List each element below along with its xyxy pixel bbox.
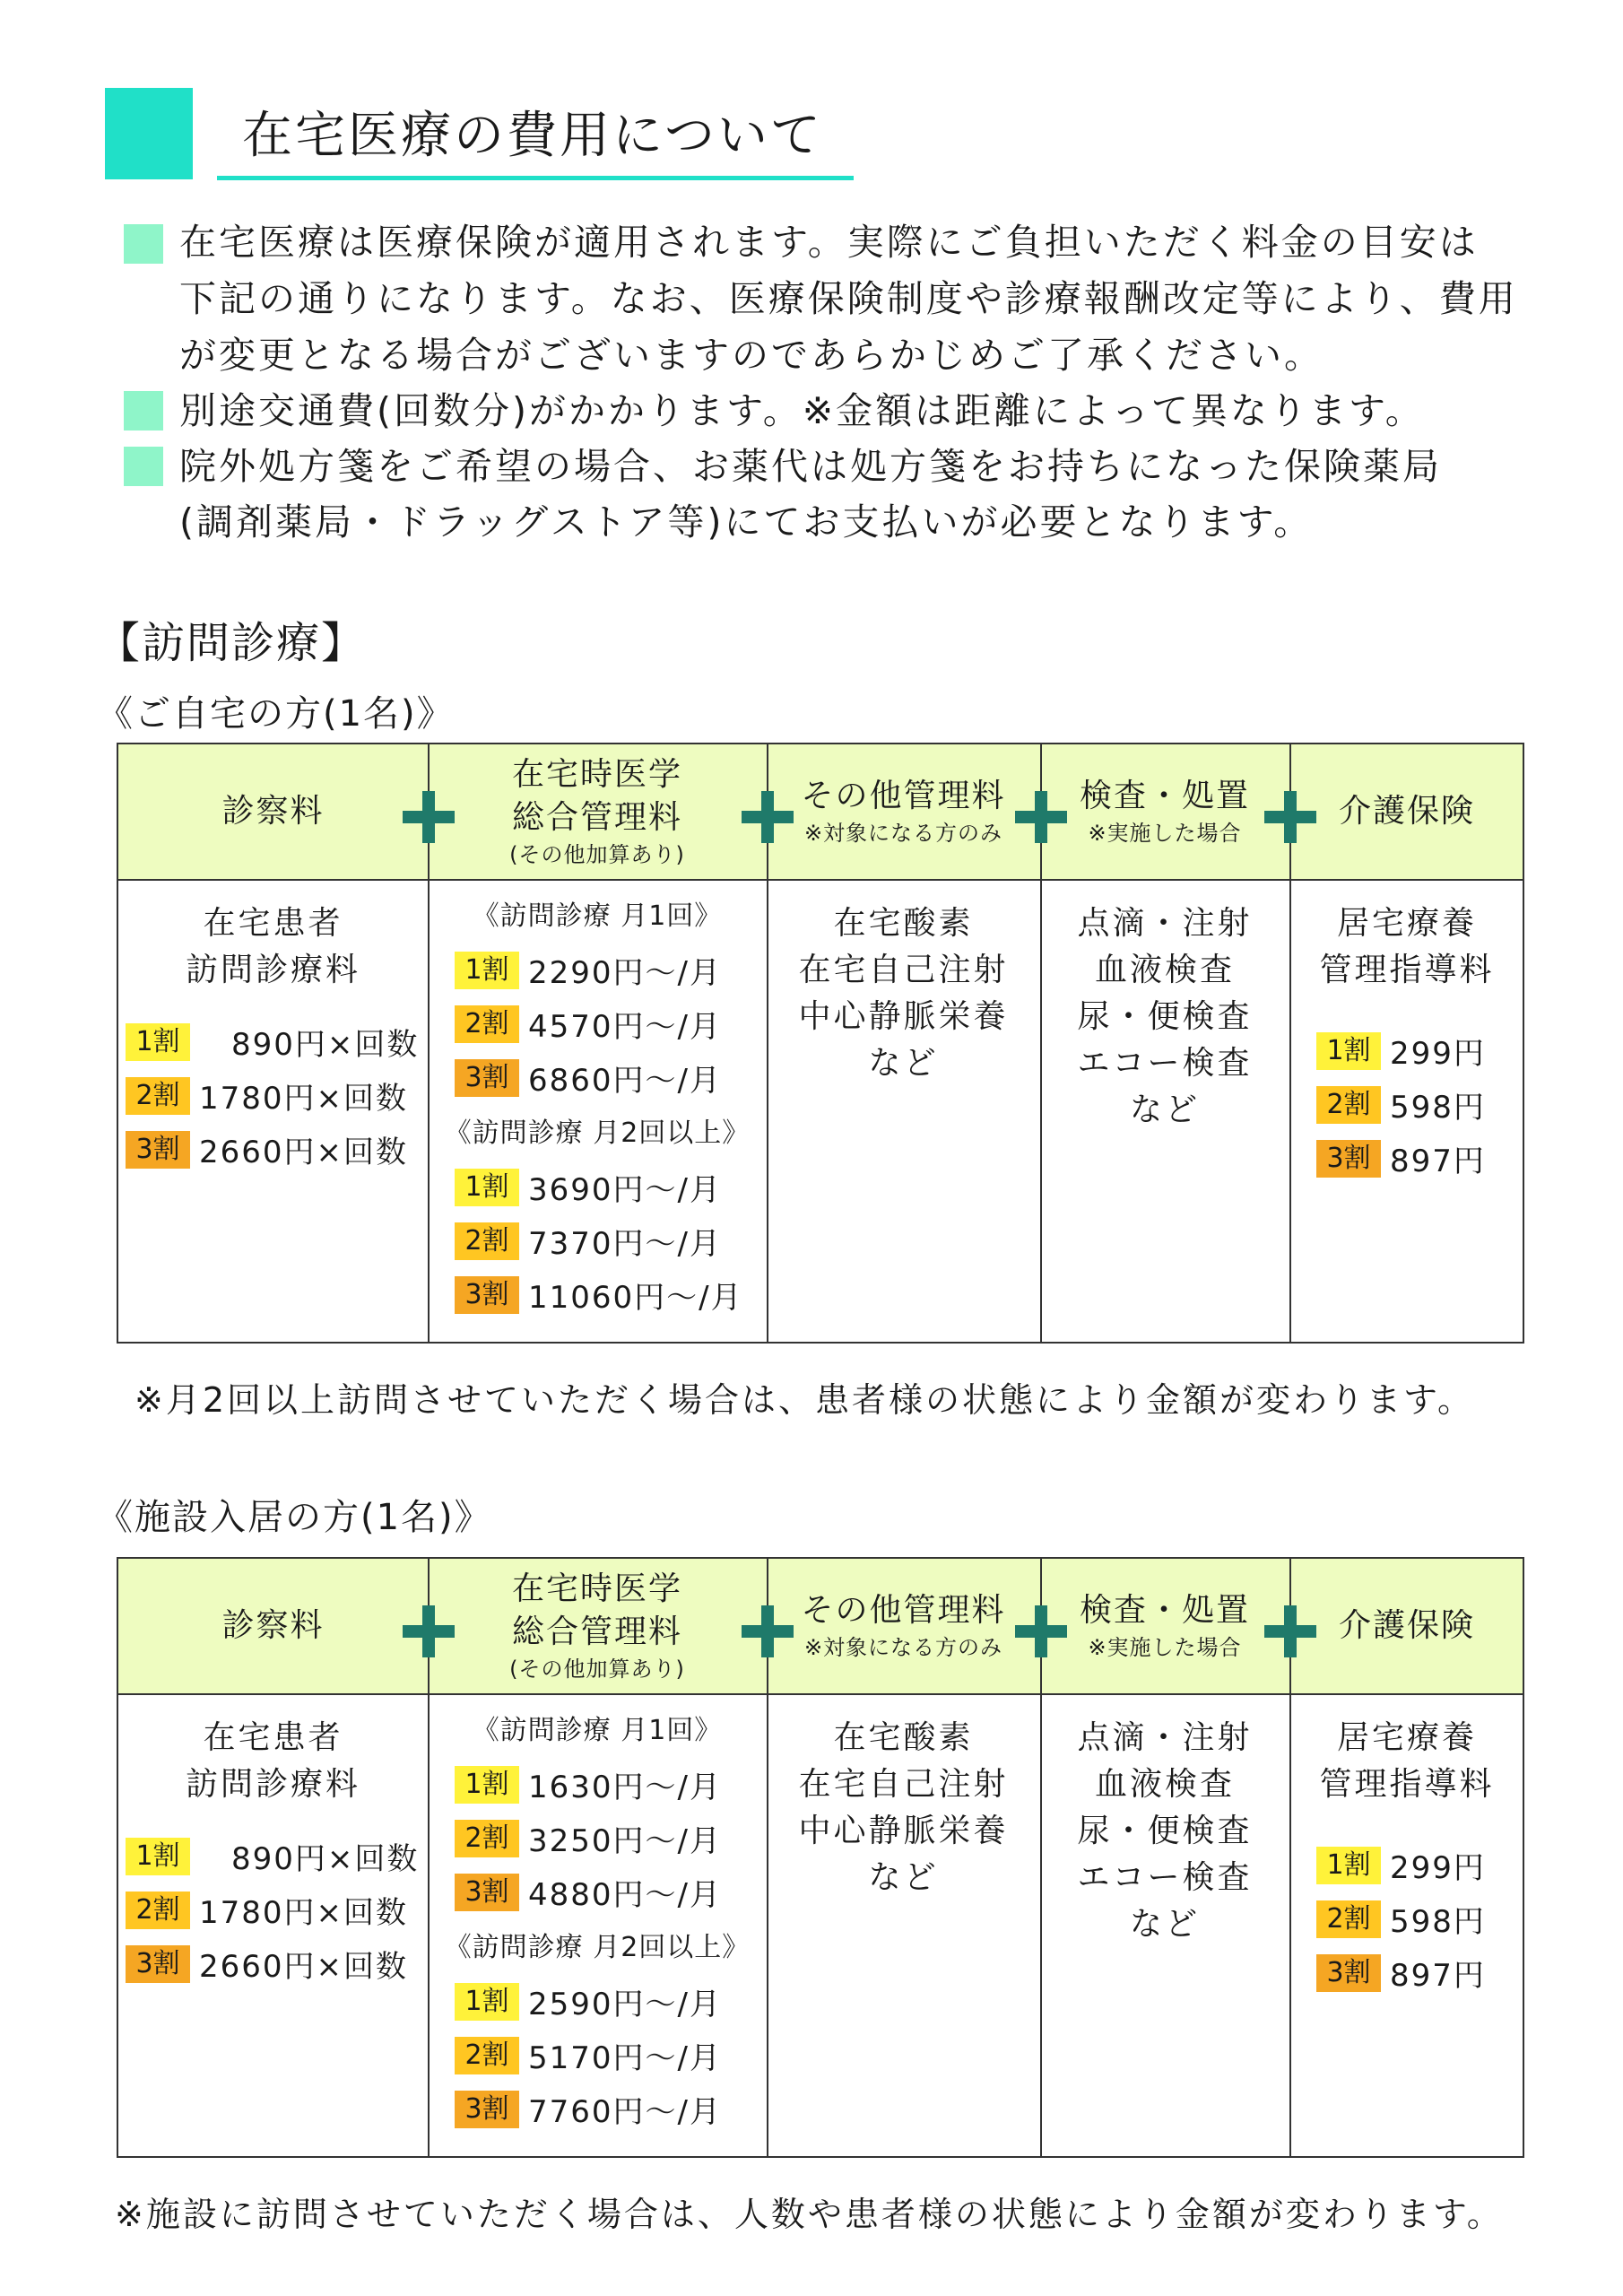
plus-icon [742, 1605, 794, 1657]
rate-row: 3割 4880円～/月 [455, 1870, 722, 1914]
header-cell: 診察料 [221, 793, 325, 830]
bullet-square-icon [124, 447, 163, 486]
header-cell: 介護保険 [1338, 793, 1475, 830]
body-cell-tests: 点滴・注射 血液検査 尿・便検査 エコー検査 など [1077, 905, 1253, 1128]
rate-row: 2割 1780円×回数 [126, 1074, 408, 1118]
plus-icon [1015, 1605, 1067, 1657]
rate-row: 3割 2660円×回数 [126, 1942, 408, 1986]
header-cell: 検査・処置 ※実施した場合 [1079, 1592, 1250, 1660]
rate-row: 1割 299円 [1316, 1843, 1486, 1887]
rate-row: 2割 1780円×回数 [126, 1888, 408, 1932]
rate-row: 2割 7370円～/月 [455, 1219, 722, 1263]
rate-row: 3割 7760円～/月 [455, 2087, 722, 2131]
rate-row: 2割 598円 [1316, 1083, 1486, 1126]
header-cell: 診察料 [221, 1607, 325, 1644]
note-line: 別途交通費(回数分)がかかります。※金額は距離によって異なります。 [179, 389, 1425, 432]
title-accent-block [105, 88, 193, 179]
note-line: が変更となる場合がございますのであらかじめご了承ください。 [179, 334, 1324, 377]
plus-icon [1264, 791, 1316, 843]
facility-footnote: ※施設に訪問させていただく場合は、人数や患者様の状態により金額が変わります。 [115, 2195, 1504, 2234]
body-cell-tests: 点滴・注射 血液検査 尿・便検査 エコー検査 など [1077, 1719, 1253, 1943]
header-cell: その他管理料 ※対象になる方のみ [801, 778, 1006, 846]
page-title: 在宅医療の費用について [242, 107, 823, 165]
title-underline [217, 176, 854, 180]
rate-row: 1割 2290円～/月 [455, 948, 722, 992]
rate-row: 2割 5170円～/月 [455, 2033, 722, 2077]
note-line: 院外処方箋をご希望の場合、お薬代は処方箋をお持ちになった保険薬局 [179, 445, 1442, 488]
plus-icon [742, 791, 794, 843]
section-heading: 【訪問診療】 [97, 618, 367, 668]
body-cell-care: 居宅療養 管理指導料 1割 299円 2割 598円 3割 897円 [1289, 881, 1524, 1342]
home-footnote: ※月2回以上訪問させていただく場合は、患者様の状態により金額が変わります。 [135, 1380, 1474, 1420]
rate-row: 2割 3250円～/月 [455, 1816, 722, 1860]
header-cell: 在宅時医学 総合管理料 (その他加算あり) [509, 756, 685, 867]
home-fee-table [117, 743, 1524, 1344]
bullet-square-icon [124, 224, 163, 264]
body-cell-management: 《訪問診療 月1回》 1割 2290円～/月 2割 4570円～/月 3割 6860円～/月 《訪問診療 月2回以上》 1割 3690円～/月 2割 7370円～/月 3割 11060円～/月 [444, 900, 751, 1316]
header-cell: 介護保険 [1338, 1607, 1475, 1644]
bullet-square-icon [124, 391, 163, 430]
rate-row: 3割 6860円～/月 [455, 1056, 722, 1100]
rate-row: 2割 4570円～/月 [455, 1002, 722, 1046]
rate-row: 1割 2590円～/月 [455, 1979, 722, 2023]
rate-row: 1割 299円 [1316, 1029, 1486, 1073]
plus-icon [403, 791, 455, 843]
facility-heading: 《施設入居の方(1名)》 [97, 1497, 492, 1538]
body-cell-management: 《訪問診療 月1回》 1割 1630円～/月 2割 3250円～/月 3割 4880円～/月 《訪問診療 月2回以上》 1割 2590円～/月 2割 5170円～/月 3割 7760円～/月 [444, 1715, 751, 2130]
note-line: 下記の通りになります。なお、医療保険制度や診療報酬改定等により、費用 [179, 277, 1518, 320]
note-line: 在宅医療は医療保険が適用されます。実際にご負担いただく料金の目安は [179, 221, 1479, 264]
body-cell-other: 在宅酸素 在宅自己注射 中心静脈栄養 など [798, 1719, 1009, 1896]
rate-row: 1割 890円×回数 [126, 1020, 419, 1064]
plus-icon [1264, 1605, 1316, 1657]
rate-row: 2割 598円 [1316, 1897, 1486, 1941]
rate-row: 3割 2660円×回数 [126, 1127, 408, 1171]
body-cell-consultation: 在宅患者 訪問診療料 1割 890円×回数 2割 1780円×回数 3割 2660円×回数 [118, 1695, 428, 2156]
header-cell: その他管理料 ※対象になる方のみ [801, 1592, 1006, 1660]
note-line: (調剤薬局・ドラッグストア等)にてお支払いが必要となります。 [179, 500, 1314, 544]
body-cell-care: 居宅療養 管理指導料 1割 299円 2割 598円 3割 897円 [1289, 1695, 1524, 2156]
rate-row: 3割 897円 [1316, 1136, 1486, 1180]
rate-row: 3割 897円 [1316, 1951, 1486, 1995]
rate-row: 3割 11060円～/月 [455, 1273, 743, 1317]
header-cell: 検査・処置 ※実施した場合 [1079, 778, 1250, 846]
rate-row: 1割 890円×回数 [126, 1834, 419, 1878]
body-cell-other: 在宅酸素 在宅自己注射 中心静脈栄養 など [798, 905, 1009, 1082]
home-heading: 《ご自宅の方(1名)》 [97, 693, 455, 735]
rate-row: 1割 3690円～/月 [455, 1165, 722, 1209]
body-cell-consultation: 在宅患者 訪問診療料 1割 890円×回数 2割 1780円×回数 3割 2660円×回数 [118, 881, 428, 1342]
facility-fee-table [117, 1557, 1524, 2158]
header-cell: 在宅時医学 総合管理料 (その他加算あり) [509, 1570, 685, 1682]
plus-icon [1015, 791, 1067, 843]
rate-row: 1割 1630円～/月 [455, 1762, 722, 1806]
plus-icon [403, 1605, 455, 1657]
